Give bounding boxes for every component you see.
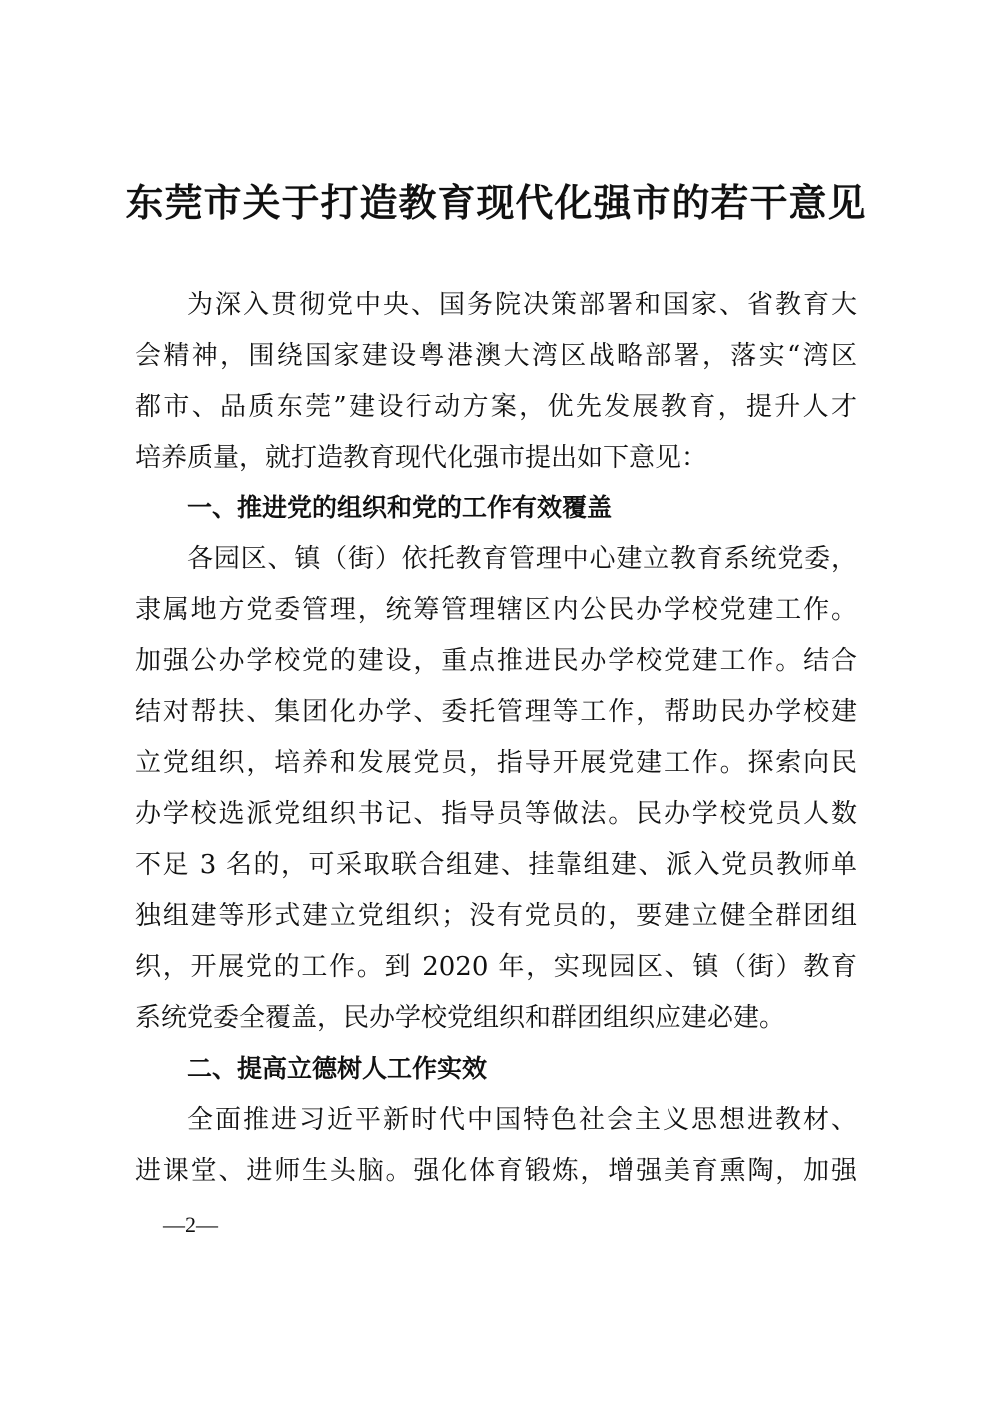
section-heading-1: 一、推进党的组织和党的工作有效覆盖 — [187, 493, 613, 522]
page-number: —2— — [163, 1212, 218, 1237]
body-line: 独组建等形式建立党组织；没有党员的，要建立健全群团组 — [135, 901, 857, 931]
section-heading-2: 二、提高立德树人工作实效 — [187, 1054, 488, 1083]
intro-line: 培养质量，就打造教育现代化强市提出如下意见： — [135, 443, 708, 473]
body-line: 系统党委全覆盖，民办学校党组织和群团组织应建必建。 — [135, 1003, 786, 1033]
body-line: 各园区、镇（街）依托教育管理中心建立教育系统党委， — [187, 544, 857, 574]
body-line: 立党组织，培养和发展党员，指导开展党建工作。探索向民 — [135, 748, 857, 778]
intro-line: 为深入贯彻党中央、国务院决策部署和国家、省教育大 — [187, 290, 857, 320]
body-line: 办学校选派党组织书记、指导员等做法。民办学校党员人数 — [135, 799, 857, 829]
body-line: 织，开展党的工作。到 2020 年，实现园区、镇（街）教育 — [135, 952, 857, 982]
body-line: 全面推进习近平新时代中国特色社会主义思想进教材、 — [187, 1105, 857, 1135]
body-line: 进课堂、进师生头脑。强化体育锻炼，增强美育熏陶，加强 — [135, 1156, 857, 1186]
document-title: 东莞市关于打造教育现代化强市的若干意见 — [125, 180, 867, 225]
body-line: 加强公办学校党的建设，重点推进民办学校党建工作。结合 — [135, 646, 857, 676]
body-line: 结对帮扶、集团化办学、委托管理等工作，帮助民办学校建 — [135, 697, 857, 727]
intro-line: 会精神，围绕国家建设粤港澳大湾区战略部署，落实“湾区 — [135, 341, 857, 371]
body-line: 隶属地方党委管理，统筹管理辖区内公民办学校党建工作。 — [135, 595, 857, 625]
body-line: 不足 3 名的，可采取联合组建、挂靠组建、派入党员教师单 — [135, 850, 857, 880]
intro-line: 都市、品质东莞”建设行动方案，优先发展教育，提升人才 — [135, 392, 857, 422]
